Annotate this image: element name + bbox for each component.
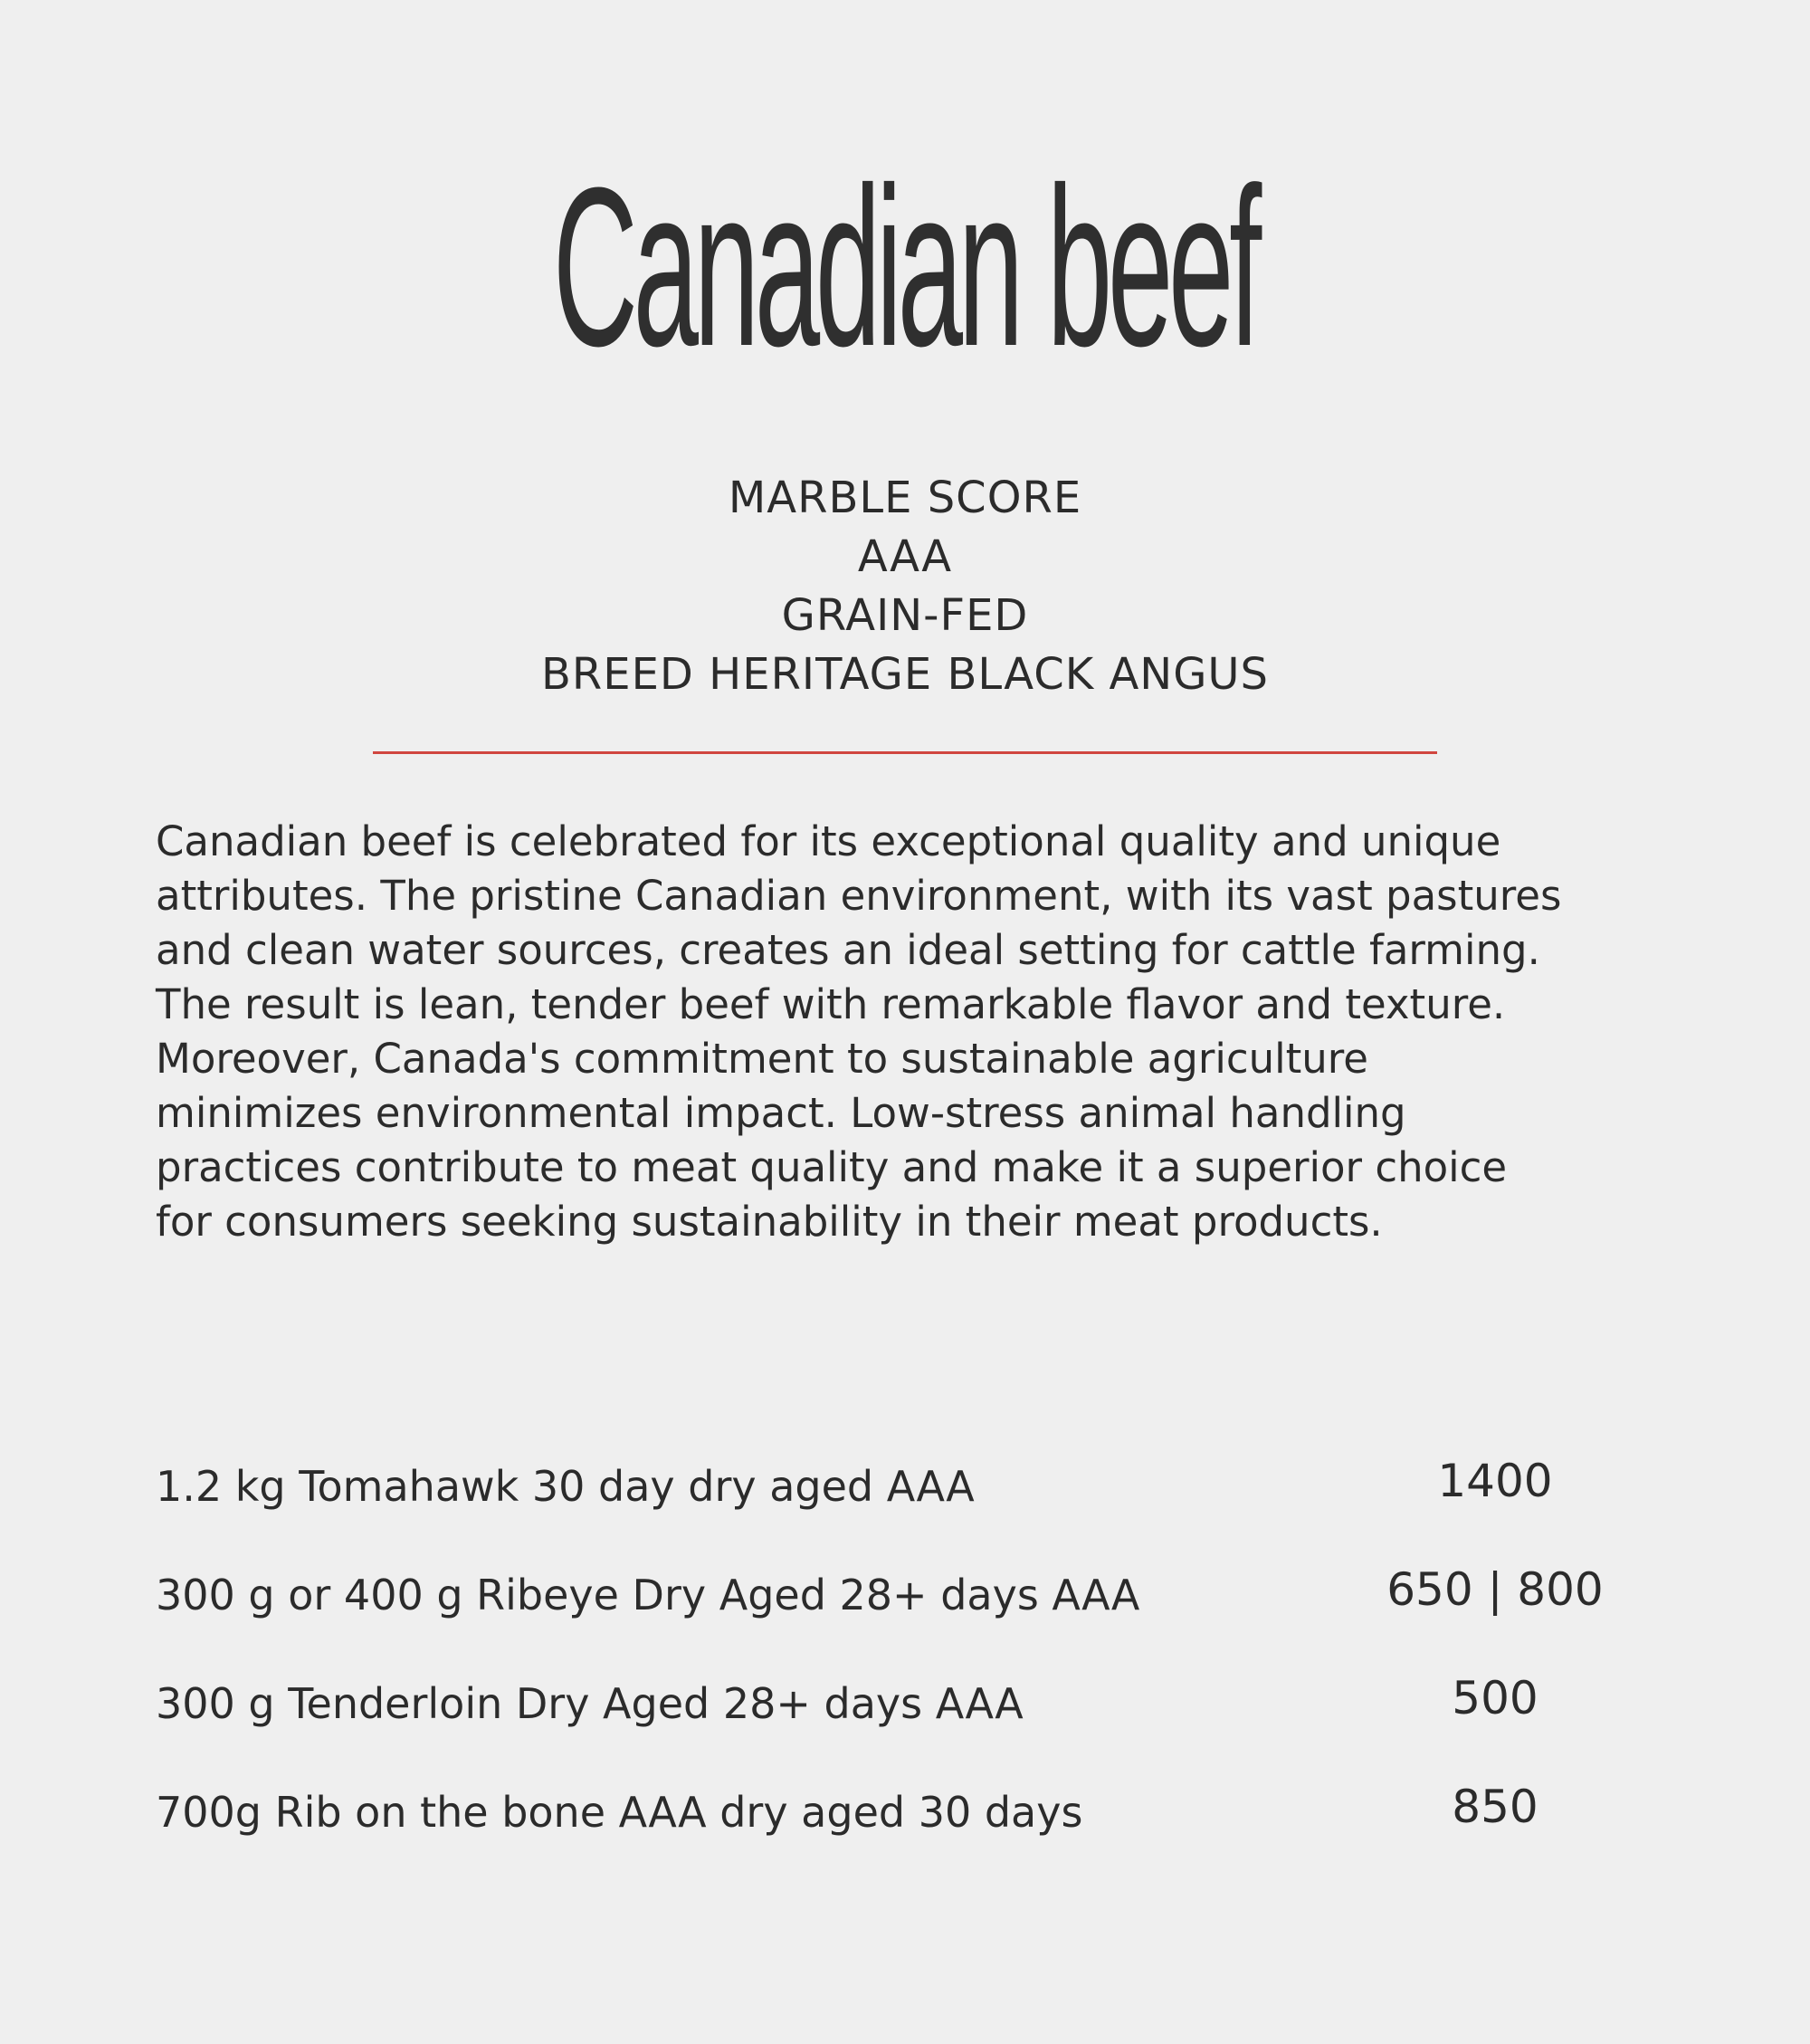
page-title: Canadian beef [552,140,1258,393]
menu-item-tenderloin [156,1672,1649,1785]
description-line: for consumers seeking sustainability in their meat products. [156,1198,1383,1246]
description-paragraph [156,815,1694,1249]
description-line: Canadian beef is celebrated for its exceptional quality and unique [156,817,1501,865]
menu-item-price: 500 [1452,1672,1538,1724]
menu-item-name: 300 g Tenderloin Dry Aged 28+ days AAA [156,1679,1024,1728]
description-line: minimizes environmental impact. Low-stress animal handling [156,1089,1406,1137]
spec-line-feed: GRAIN-FED [781,590,1029,641]
description-line: and clean water sources, creates an ideal setting for cattle farming. [156,926,1540,974]
section-divider [373,751,1437,754]
menu-item-tomahawk [156,1455,1649,1568]
description-line: Moreover, Canada's commitment to sustainable agriculture [156,1035,1368,1083]
description-line: practices contribute to meat quality and make it a superior choice [156,1143,1508,1191]
menu-item-price: 650 | 800 [1386,1563,1604,1616]
spec-line-breed: BREED HERITAGE BLACK ANGUS [540,649,1269,700]
spec-line-marble-score: MARBLE SCORE [728,473,1082,523]
menu-item-name: 1.2 kg Tomahawk 30 day dry aged AAA [156,1462,975,1511]
menu-item-rib-on-bone [156,1781,1649,1894]
price-list [156,1455,1649,1894]
menu-item-name: 300 g or 400 g Ribeye Dry Aged 28+ days AAA [156,1571,1140,1619]
description-line: attributes. The pristine Canadian environment, with its vast pastures [156,872,1562,920]
beef-specs [0,469,1810,704]
menu-item-name: 700g Rib on the bone AAA dry aged 30 days [156,1788,1083,1837]
menu-item-ribeye [156,1563,1649,1676]
menu-item-price: 850 [1452,1781,1538,1833]
description-line: The result is lean, tender beef with remarkable flavor and texture. [156,980,1506,1028]
menu-item-price: 1400 [1437,1455,1553,1507]
spec-line-grade: AAA [857,531,953,582]
